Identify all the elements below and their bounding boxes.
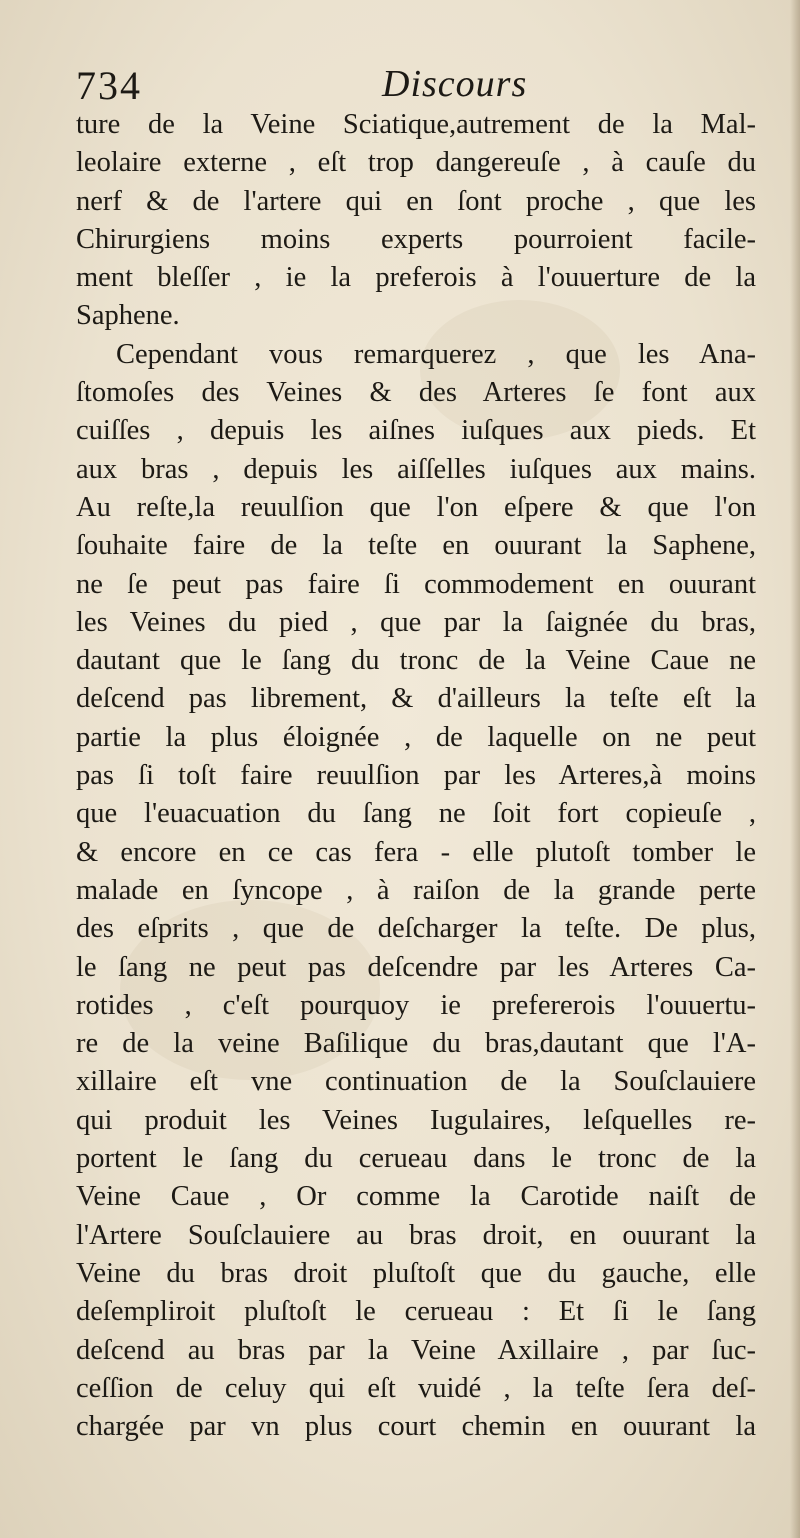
text-line: chargée par vn plus court chemin en ouurant la: [76, 1411, 756, 1443]
text-line: ture de la Veine Sciatique,autrement de la Mal-: [76, 109, 756, 140]
page-number: 734: [76, 63, 142, 108]
text-line: que l'euacuation du ſang ne ſoit fort copieuſe ,: [76, 798, 756, 830]
text-line: deſempliroit pluſtoſt le cerueau : Et ſi le ſang: [76, 1296, 756, 1328]
text-line: les Veines du pied , que par la ſaignée du bras,: [76, 606, 756, 638]
text-line: deſcend pas librement, & d'ailleurs la teſte eſt la: [76, 683, 756, 715]
text-line: cuiſſes , depuis les aiſnes iuſques aux pieds. Et: [76, 415, 756, 447]
text-line: rotides , c'eſt pourquoy ie prefererois l'ouuertu-: [76, 989, 756, 1021]
page-edge-shadow: [790, 0, 800, 1538]
body-text: [76, 106, 756, 1446]
text-line: pas ſi toſt faire reuulſion par les Arteres,à moins: [76, 760, 756, 792]
text-line: re de la veine Baſilique du bras,dautant que l'A-: [76, 1028, 756, 1060]
text-line: des eſprits , que de deſcharger la teſte. De plus,: [76, 913, 756, 945]
text-line: qui produit les Veines Iugulaires, leſquelles re-: [76, 1104, 756, 1136]
text-line: dautant que le ſang du tronc de la Veine Caue ne: [76, 645, 756, 677]
text-line: Saphene.: [76, 300, 180, 332]
text-line: Au reſte,la reuulſion que l'on eſpere & que l'on: [76, 491, 756, 523]
text-line: xillaire eſt vne continuation de la Souſclauiere: [76, 1066, 756, 1098]
text-line: ne ſe peut pas faire ſi commodement en ouurant: [76, 568, 756, 600]
text-line: aux bras , depuis les aiſſelles iuſques aux mains.: [76, 453, 756, 485]
text-line: nerf & de l'artere qui en ſont proche , que les: [76, 185, 756, 217]
text-line: partie la plus éloignée , de laquelle on ne peut: [76, 721, 756, 753]
text-line: ment bleſſer , ie la preferois à l'ouuerture de la: [76, 262, 756, 294]
text-line: Chirurgiens moins experts pourroient facile-: [76, 223, 756, 255]
text-line: Cependant vous remarquerez , que les Ana-: [116, 338, 756, 370]
text-line: portent le ſang du cerueau dans le tronc de la: [76, 1143, 756, 1175]
text-line: Veine Caue , Or comme la Carotide naiſt de: [76, 1181, 756, 1213]
text-line: l'Artere Souſclauiere au bras droit, en ouurant la: [76, 1219, 756, 1251]
text-line: ceſſion de celuy qui eſt vuidé , la teſte ſera deſ-: [76, 1372, 756, 1404]
text-line: deſcend au bras par la Veine Axillaire , par ſuc-: [76, 1334, 756, 1366]
text-line: malade en ſyncope , à raiſon de la grande perte: [76, 874, 756, 906]
text-line: ſtomoſes des Veines & des Arteres ſe font aux: [76, 377, 756, 409]
text-line: Veine du bras droit pluſtoſt que du gauche, elle: [76, 1257, 756, 1289]
text-line: ſouhaite faire de la teſte en ouurant la Saphene,: [76, 530, 756, 562]
text-line: leolaire externe , eſt trop dangereuſe , à cauſe du: [76, 147, 756, 179]
text-line: & encore en ce cas fera - elle plutoſt tomber le: [76, 836, 756, 868]
running-head: Discours: [382, 63, 528, 105]
text-line: le ſang ne peut pas deſcendre par les Arteres Ca-: [76, 951, 756, 983]
